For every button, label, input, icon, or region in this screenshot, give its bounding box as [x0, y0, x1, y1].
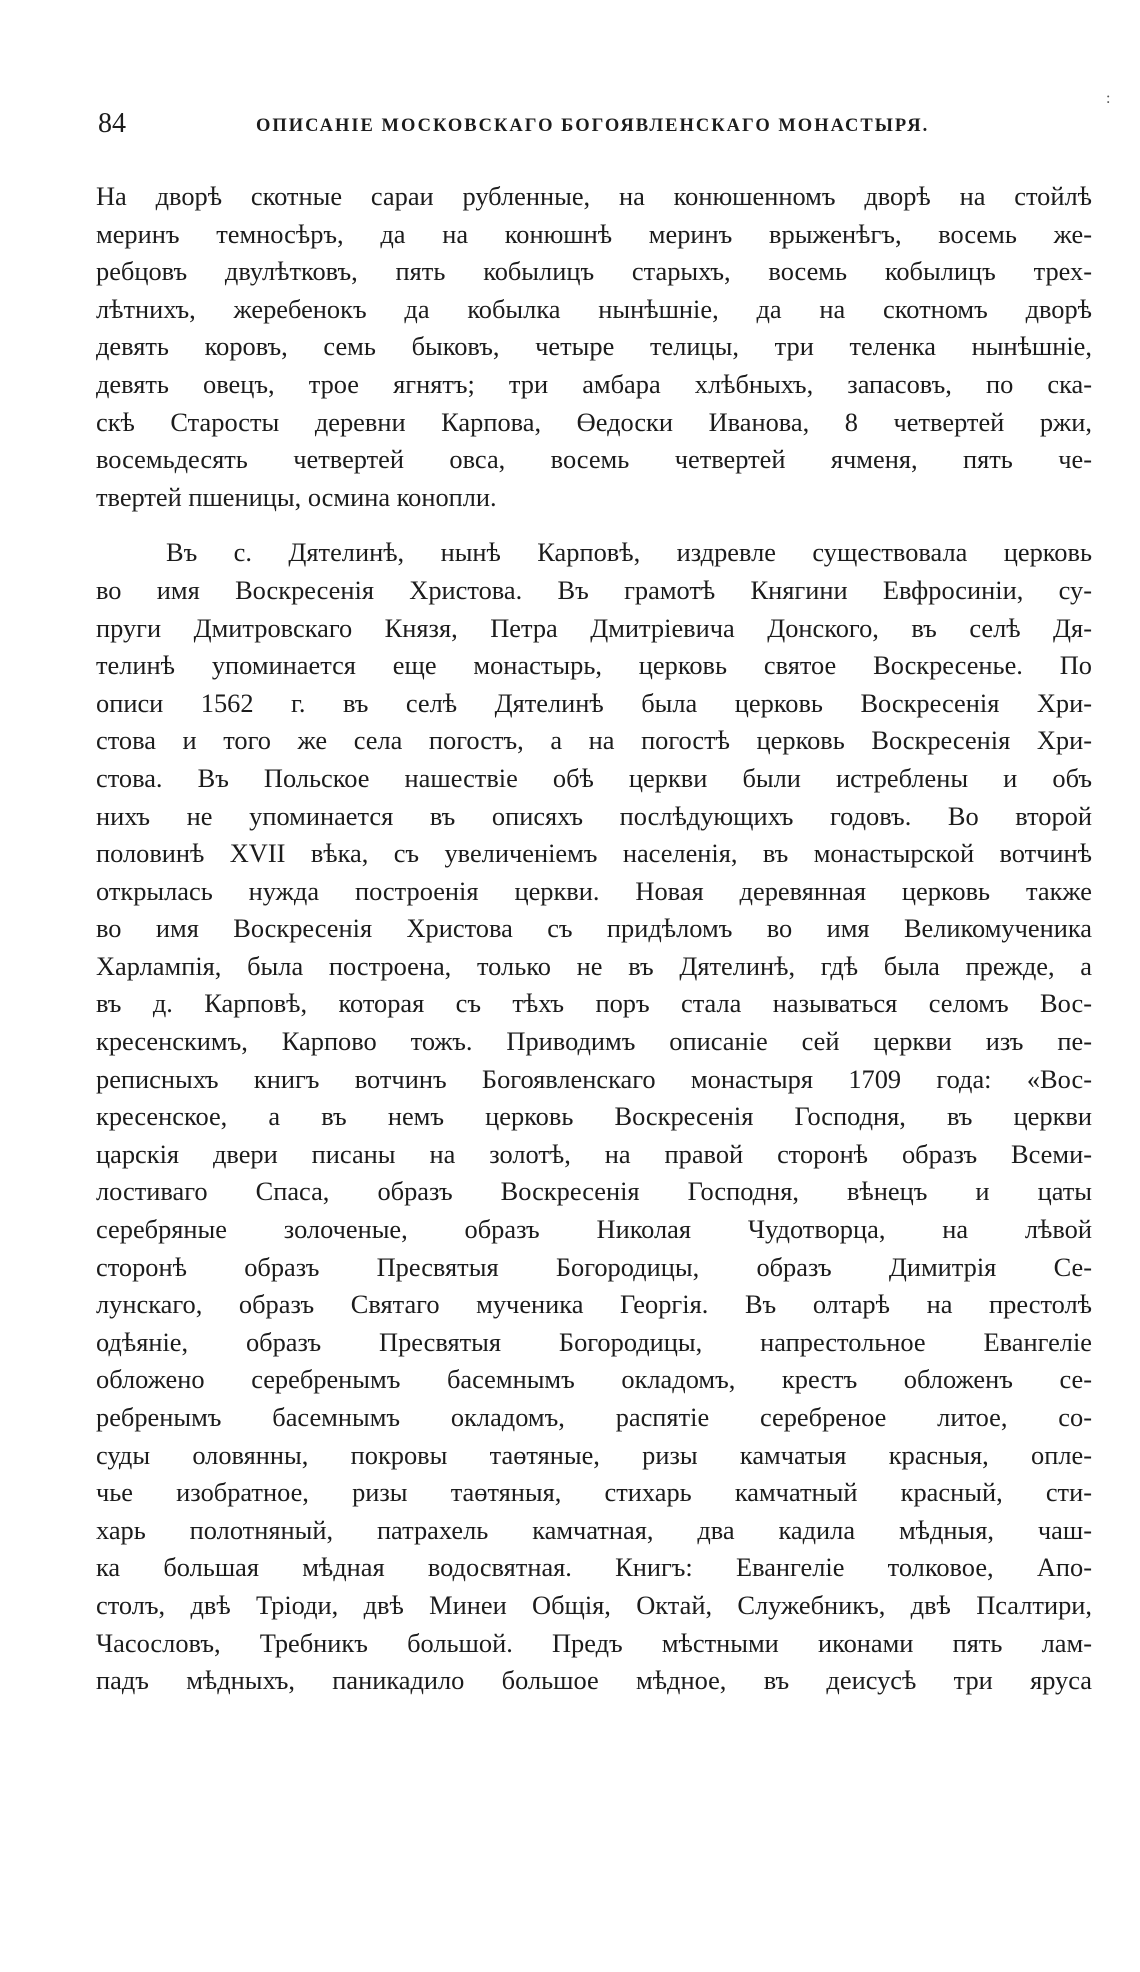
text-line: царскія двери писаны на золотѣ, на правой сторонѣ образъ Всеми-: [96, 1138, 1092, 1169]
body-text: [96, 178, 1092, 1700]
text-line: харь полотняный, патрахель камчатная, два кадила мѣдныя, чаш-: [96, 1514, 1092, 1545]
text-line: половинѣ XVII вѣка, съ увеличеніемъ населенія, въ монастырской вотчинѣ: [96, 838, 1092, 869]
text-line: телинѣ упоминается еще монастырь, церковь святое Воскресенье. По: [96, 650, 1092, 681]
page-number: 84: [98, 108, 126, 139]
page-header: [96, 104, 1096, 144]
text-line: скѣ Старосты деревни Карпова, Өедоски Иванова, 8 четвертей ржи,: [96, 406, 1092, 437]
text-line: во имя Воскресенія Христова. Въ грамотѣ Княгини Евфросиніи, су-: [96, 574, 1092, 605]
text-line: девять овецъ, трое ягнятъ; три амбара хлѣбныхъ, запасовъ, по ска-: [96, 368, 1092, 399]
text-line: въ д. Карповѣ, которая съ тѣхъ поръ стала называться селомъ Вос-: [96, 988, 1092, 1019]
text-line: открылась нужда построенія церкви. Новая деревянная церковь также: [96, 875, 1092, 906]
text-line: суды оловянны, покровы таөтяные, ризы камчатыя красныя, опле-: [96, 1439, 1092, 1470]
text-line: обложено серебренымъ басемнымъ окладомъ, крестъ обложенъ се-: [96, 1364, 1092, 1395]
text-line: ребренымъ басемнымъ окладомъ, распятіе серебреное литое, со-: [96, 1402, 1092, 1432]
text-line: девять коровъ, семь быковъ, четыре телицы, три теленка нынѣшніе,: [96, 331, 1092, 362]
paragraph-gap: [96, 516, 1092, 534]
text-line: пруги Дмитровскаго Князя, Петра Дмитріевича Донского, въ селѣ Дя-: [96, 612, 1092, 643]
text-line: стова. Въ Польское нашествіе обѣ церкви были истреблены и объ: [96, 762, 1092, 793]
text-line: На дворѣ скотные сараи рубленные, на конюшенномъ дворѣ на стойлѣ: [96, 181, 1092, 211]
text-line: кресенскимъ, Карпово тожъ. Приводимъ описаніе сей церкви изъ пе-: [96, 1026, 1092, 1057]
text-line: лунскаго, образъ Святаго мученика Георгія. Въ олтарѣ на престолѣ: [96, 1289, 1092, 1320]
paragraph-1: [96, 178, 1092, 516]
text-line: Часословъ, Требникъ большой. Предъ мѣстными иконами пять лам-: [96, 1627, 1092, 1658]
text-line: нихъ не упоминается въ описяхъ послѣдующихъ годовъ. Во второй: [96, 800, 1092, 831]
text-line: восемьдесять четвертей овса, восемь четвертей ячменя, пять че-: [96, 444, 1092, 475]
text-line: одѣяніе, образъ Пресвятыя Богородицы, напрестольное Евангеліе: [96, 1326, 1092, 1357]
text-line: Харлампія, была построена, только не въ Дятелинѣ, гдѣ была прежде, а: [96, 950, 1092, 981]
text-line: лостиваго Спаса, образъ Воскресенія Господня, вѣнецъ и цаты: [96, 1176, 1092, 1207]
text-line: чье изобратное, ризы таөтяныя, стихарь камчатный красный, сти-: [96, 1477, 1092, 1508]
text-line: лѣтнихъ, жеребенокъ да кобылка нынѣшніе, да на скотномъ дворѣ: [96, 293, 1092, 324]
text-line: твертей пшеницы, осмина конопли.: [96, 481, 497, 512]
text-line: кресенское, а въ немъ церковь Воскресенія Господня, въ церкви: [96, 1101, 1092, 1132]
text-line: описи 1562 г. въ селѣ Дятелинѣ была церковь Воскресенія Хри-: [96, 687, 1092, 718]
text-line: сторонѣ образъ Пресвятыя Богородицы, образъ Димитрія Се-: [96, 1251, 1092, 1282]
running-title: ОПИСАНІЕ МОСКОВСКАГО БОГОЯВЛЕНСКАГО МОНАСТЫРЯ.: [256, 116, 930, 136]
text-line: во имя Воскресенія Христова съ придѣломъ во имя Великомученика: [96, 913, 1092, 944]
text-line: реписныхъ книгъ вотчинъ Богоявленскаго монастыря 1709 года: «Вос-: [96, 1063, 1092, 1094]
margin-mark: :: [1106, 90, 1111, 107]
text-line: падъ мѣдныхъ, паникадило большое мѣдное, въ деисусѣ три яруса: [96, 1665, 1092, 1696]
text-line: меринъ темносѣръ, да на конюшнѣ меринъ врыженѣгъ, восемь же-: [96, 218, 1092, 249]
text-line: ка большая мѣдная водосвятная. Книгъ: Евангеліе толковое, Апо-: [96, 1552, 1092, 1583]
text-line: столъ, двѣ Тріоди, двѣ Минеи Общія, Октай, Служебникъ, двѣ Псалтири,: [96, 1589, 1092, 1620]
text-line: стова и того же села погостъ, а на погостѣ церковь Воскресенія Хри-: [96, 725, 1092, 756]
text-line: ребцовъ двулѣтковъ, пять кобылицъ старыхъ, восемь кобылицъ трех-: [96, 256, 1092, 287]
text-line: Въ с. Дятелинѣ, нынѣ Карповѣ, издревле существовала церковь: [166, 537, 1092, 568]
paragraph-2: [96, 534, 1092, 1699]
text-line: серебряные золоченые, образъ Николая Чудотворца, на лѣвой: [96, 1214, 1092, 1245]
